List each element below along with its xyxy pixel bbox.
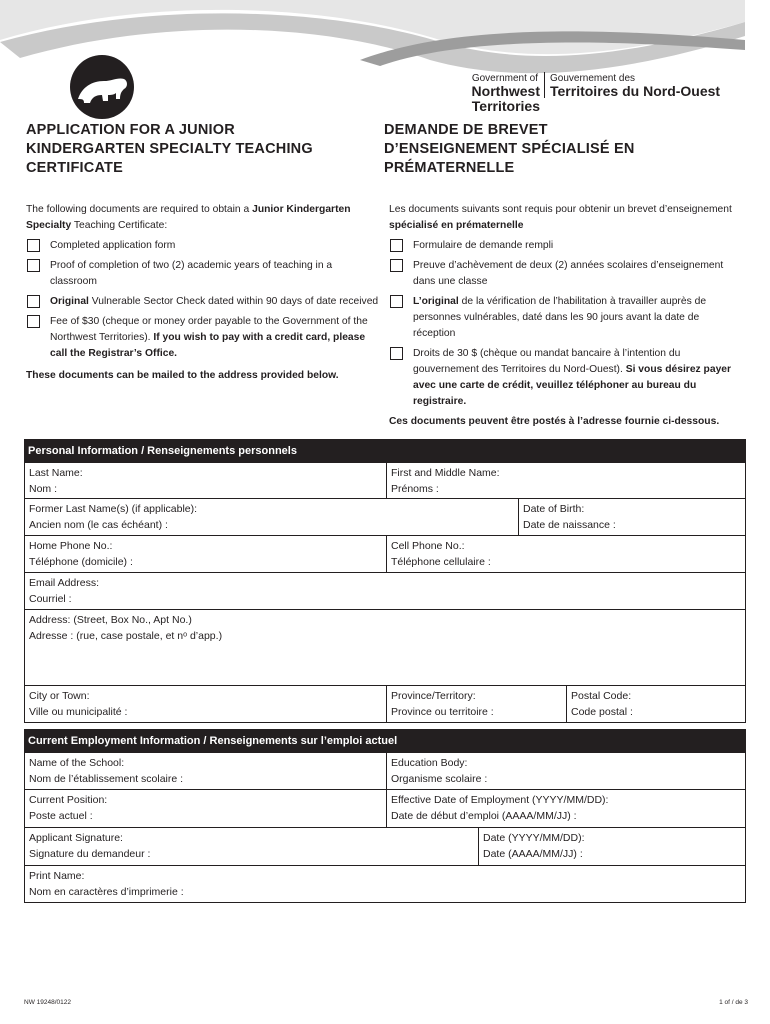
- requirement-item-application-form: Completed application form: [26, 238, 381, 254]
- checkbox[interactable]: [27, 239, 40, 252]
- print-name-label-fr: Nom en caractères d’imprimerie :: [29, 885, 184, 898]
- employment-date-field[interactable]: [386, 789, 746, 828]
- checkbox[interactable]: [390, 295, 403, 308]
- first-name-field[interactable]: [386, 462, 746, 499]
- email-label-en: Email Address:: [29, 577, 100, 589]
- gov-en-big: Northwest Territories: [471, 83, 540, 114]
- checkbox[interactable]: [390, 239, 403, 252]
- checkbox[interactable]: [27, 259, 40, 272]
- page-header: [0, 0, 770, 114]
- cell-phone-field[interactable]: [386, 535, 746, 573]
- title-fr-line3: PRÉMATERNELLE: [384, 160, 515, 176]
- position-label-fr: Poste actuel :: [29, 809, 93, 822]
- body-label-fr: Organisme scolaire :: [391, 772, 488, 785]
- first-name-label-en: First and Middle Name:: [391, 467, 500, 479]
- home-phone-field[interactable]: [24, 535, 387, 573]
- applicant-signature-field[interactable]: [24, 827, 479, 866]
- polar-bear-logo: [70, 55, 134, 119]
- requirement-item-sector-check-fr: L’original de la vérification de l’habilitation à travailler auprès de personnes vulnérables, daté dans les 90 jours avant la date de réception: [389, 294, 744, 342]
- city-label-fr: Ville ou municipalité :: [29, 705, 128, 718]
- eff-date-label-en: Effective Date of Employment (YYYY/MM/DD):: [391, 794, 609, 806]
- address-field[interactable]: [24, 609, 746, 686]
- form-code: NW 19248/0122: [24, 999, 71, 1006]
- postal-label-en: Postal Code:: [571, 690, 632, 702]
- personal-info-heading: Personal Information / Renseignements personnels: [24, 439, 746, 463]
- last-name-field[interactable]: [24, 462, 387, 499]
- requirement-item-teaching-proof: Proof of completion of two (2) academic years of teaching in a classroom: [26, 258, 381, 290]
- government-name-english: [405, 73, 540, 114]
- body-label-en: Education Body:: [391, 757, 468, 769]
- signature-date-field[interactable]: [478, 827, 746, 866]
- cell-phone-label-en: Cell Phone No.:: [391, 540, 465, 552]
- mailing-note: These documents can be mailed to the address provided below.: [26, 370, 339, 381]
- email-field[interactable]: [24, 572, 746, 610]
- requirement-item-fee: Fee of $30 (cheque or money order payable to the Government of the Northwest Territories). If you wish to pay with a credit card, please call the Registrar’s Office.: [26, 314, 381, 362]
- employment-info-heading: Current Employment Information / Renseignements sur l’emploi actuel: [24, 729, 746, 753]
- position-label-en: Current Position:: [29, 794, 108, 806]
- gov-fr-small: Gouvernement des: [550, 73, 636, 84]
- home-phone-label-en: Home Phone No.:: [29, 540, 113, 552]
- address-label-en: Address: (Street, Box No., Apt No.): [29, 614, 192, 626]
- cell-phone-label-fr: Téléphone cellulaire :: [391, 555, 491, 568]
- title-fr-line2: D’ENSEIGNEMENT SPÉCIALISÉ EN: [384, 141, 635, 157]
- home-phone-label-fr: Téléphone (domicile) :: [29, 555, 133, 568]
- signature-label-en: Applicant Signature:: [29, 832, 123, 844]
- postal-code-field[interactable]: [566, 685, 746, 723]
- requirement-item-fee-fr: Droits de 30 $ (chèque ou mandat bancaire à l’intention du gouvernement des Territoires du Nord-Ouest). Si vous désirez payer avec une carte de crédit, veuillez téléphoner au bureau du registraire.: [389, 346, 744, 410]
- current-position-field[interactable]: [24, 789, 387, 828]
- title-en-line2: KINDERGARTEN SPECIALTY TEACHING: [26, 141, 313, 157]
- requirement-item-sector-check: Original Vulnerable Sector Check dated within 90 days of date received: [26, 294, 381, 310]
- requirement-item-application-form-fr: Formulaire de demande rempli: [389, 238, 744, 254]
- gov-en-small: Government of: [471, 73, 538, 84]
- school-label-en: Name of the School:: [29, 757, 125, 769]
- signature-label-fr: Signature du demandeur :: [29, 847, 151, 860]
- former-name-label-en: Former Last Name(s) (if applicable):: [29, 503, 198, 515]
- form-title-french: [384, 121, 724, 178]
- province-field[interactable]: [386, 685, 567, 723]
- gov-divider: [544, 72, 545, 98]
- province-label-fr: Province ou territoire :: [391, 705, 494, 718]
- sig-date-label-en: Date (YYYY/MM/DD):: [483, 832, 585, 844]
- checkbox[interactable]: [390, 259, 403, 272]
- education-body-field[interactable]: [386, 752, 746, 790]
- dob-label-fr: Date de naissance :: [523, 518, 616, 531]
- checkbox[interactable]: [390, 347, 403, 360]
- title-en-line3: CERTIFICATE: [26, 160, 123, 176]
- polar-bear-icon: [70, 55, 134, 119]
- province-label-en: Province/Territory:: [391, 690, 476, 702]
- first-name-label-fr: Prénoms :: [391, 482, 439, 495]
- government-name-french: [550, 73, 720, 99]
- page-number: 1 of / de 3: [719, 999, 748, 1006]
- checkbox[interactable]: [27, 315, 40, 328]
- city-field[interactable]: [24, 685, 387, 723]
- checkbox[interactable]: [27, 295, 40, 308]
- requirement-item-teaching-proof-fr: Preuve d’achèvement de deux (2) années scolaires d’enseignement dans une classe: [389, 258, 744, 290]
- school-name-field[interactable]: [24, 752, 387, 790]
- form-title-english: [26, 121, 366, 178]
- city-label-en: City or Town:: [29, 690, 90, 702]
- eff-date-label-fr: Date de début d’emploi (AAAA/MM/JJ) :: [391, 809, 577, 822]
- address-label-fr: Adresse : (rue, case postale, et nᵒ d’app.): [29, 629, 223, 642]
- former-name-label-fr: Ancien nom (le cas échéant) :: [29, 518, 168, 531]
- print-name-field[interactable]: [24, 865, 746, 903]
- requirements-lead-fr: Les documents suivants sont requis pour obtenir un brevet d’enseignement spécialisé en prématernelle: [389, 204, 732, 231]
- requirements-english: [26, 202, 381, 384]
- print-name-label-en: Print Name:: [29, 870, 85, 882]
- former-last-name-field[interactable]: [24, 498, 519, 536]
- school-label-fr: Nom de l’établissement scolaire :: [29, 772, 184, 785]
- dob-label-en: Date of Birth:: [523, 503, 585, 515]
- last-name-label-en: Last Name:: [29, 467, 83, 479]
- postal-label-fr: Code postal :: [571, 705, 633, 718]
- date-of-birth-field[interactable]: [518, 498, 746, 536]
- gov-fr-big: Territoires du Nord-Ouest: [550, 83, 721, 99]
- email-label-fr: Courriel :: [29, 592, 72, 605]
- last-name-label-fr: Nom :: [29, 482, 58, 495]
- title-fr-line1: DEMANDE DE BREVET: [384, 122, 548, 138]
- title-en-line1: APPLICATION FOR A JUNIOR: [26, 122, 235, 138]
- mailing-note-fr: Ces documents peuvent être postés à l’adresse fournie ci-dessous.: [389, 416, 720, 427]
- requirements-french: [389, 202, 744, 430]
- sig-date-label-fr: Date (AAAA/MM/JJ) :: [483, 847, 583, 860]
- requirements-lead: The following documents are required to obtain a Junior Kindergarten Specialty Teaching Certificate:: [26, 204, 351, 231]
